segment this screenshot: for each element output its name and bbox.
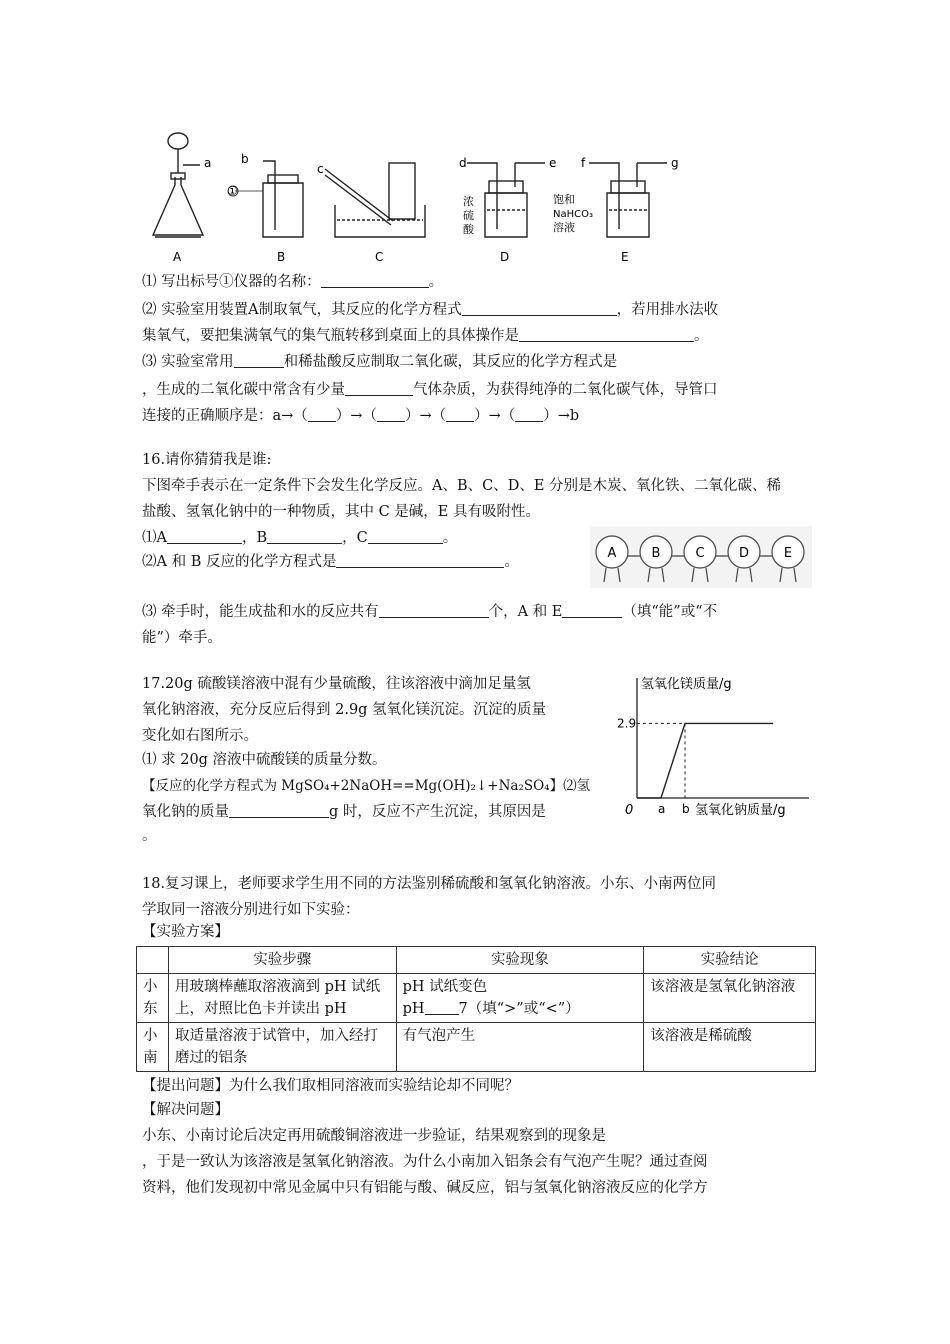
answer-blank[interactable] [519, 327, 694, 342]
q16-q3-cont: 能”）牵手。 [142, 630, 222, 646]
answer-blank[interactable] [446, 407, 474, 422]
q18-para-2: ，于是一致认为该溶液是氢氧化钠溶液。为什么小南加入铝条会有气泡产生呢？通过查阅 [142, 1154, 708, 1170]
table-header: 实验步骤 [168, 947, 396, 974]
y-axis-title: 氢氧化镁质量/g [641, 677, 732, 692]
table-cell-conclusion: 该溶液是稀硫酸 [644, 1023, 816, 1072]
answer-blank[interactable] [336, 553, 504, 568]
apparatus-diagram [135, 125, 695, 265]
d-liquid-1: 浓 [463, 195, 474, 208]
table-cell-conclusion: 该溶液是氢氧化钠溶液 [644, 974, 816, 1023]
label-E: E [621, 250, 629, 264]
e-liquid-1: 饱和 [553, 193, 575, 206]
figure-label-C: C [695, 546, 705, 561]
q17-line-4: ⑴ 求 20g 溶液中硫酸镁的质量分数。 [142, 752, 387, 768]
port-d: d [459, 156, 467, 170]
origin-label: 0 [625, 803, 634, 818]
port-f: f [581, 156, 586, 170]
q16-q2b: 。 [504, 554, 519, 570]
q15-line-2 [142, 300, 718, 320]
table-cell-phenomenon: 有气泡产生 [396, 1023, 644, 1072]
phenomenon-line-1: pH 试纸变色 [402, 979, 488, 995]
port-a: a [204, 156, 212, 170]
q15-line-3 [142, 326, 709, 346]
figure-label-B: B [651, 546, 661, 561]
y-tick-label: 2.9 [617, 716, 637, 731]
q17-line-5: 【反应的化学方程式为 MgSO₄+2NaOH==Mg(OH)₂↓+Na₂SO₄】⑵氢 [142, 778, 591, 794]
q16-q3 [142, 602, 717, 622]
q15-l3b: 。 [694, 328, 709, 344]
q18-solve: 【解决问题】 [142, 1102, 229, 1118]
q17-line-6 [142, 802, 546, 822]
table-header [137, 947, 169, 974]
x-axis-title: 氢氧化钠质量/g [695, 803, 786, 818]
answer-blank[interactable] [377, 407, 405, 422]
answer-blank[interactable] [515, 407, 543, 422]
q16-q2a: ⑵A 和 B 反应的化学方程式是 [142, 554, 337, 570]
label-A: A [173, 250, 182, 264]
q15-l6-sep: ）→（ [335, 408, 377, 424]
q15-line-6 [142, 406, 579, 426]
q17-l6b: g 时，反应不产生沉淀，其原因是 [329, 804, 546, 820]
q18-para-1: 小东、小南讨论后决定再用硫酸铜溶液进一步验证，结果观察到的现象是 [142, 1128, 606, 1144]
q17-line-7: 。 [142, 828, 157, 844]
q15-l6e: ）→b [543, 408, 580, 424]
table-row [137, 1023, 816, 1072]
q15-l1-end: 。 [428, 274, 444, 290]
experiment-table [136, 946, 816, 1072]
q15-l6-sep: ）→（ [474, 408, 516, 424]
label-C: C [375, 250, 384, 264]
answer-blank[interactable] [308, 407, 336, 422]
port-b: b [241, 152, 249, 166]
q15-l6a: 连接的正确顺序是：a→（ [142, 408, 308, 424]
table-cell-student: 小南 [137, 1023, 169, 1072]
answer-blank[interactable] [267, 529, 342, 544]
q17-line-3: 变化如右图所示。 [142, 728, 258, 744]
q16-q2 [142, 552, 519, 572]
q18-para-3: 资料，他们发现初中常见金属中只有铝能与酸、碱反应，铝与氢氧化钠溶液反应的化学方 [142, 1180, 708, 1196]
port-g: g [671, 156, 679, 170]
answer-blank[interactable] [425, 1000, 459, 1015]
q15-line-5 [142, 380, 718, 400]
q16-q1b: ，B [241, 530, 268, 546]
q15-l2b: ，若用排水法收 [616, 302, 719, 318]
q15-line-4 [142, 352, 617, 372]
q15-l5b: 气体杂质，为获得纯净的二氧化碳气体，导管口 [413, 382, 718, 398]
d-liquid-3: 酸 [463, 223, 474, 236]
answer-blank[interactable] [234, 353, 284, 368]
q18-ask: 【提出问题】为什么我们取相同溶液而实验结论却不同呢？ [142, 1078, 519, 1094]
x-tick-label-b: b [682, 802, 690, 816]
port-c: c [317, 162, 324, 176]
q15-l4b: 和稀盐酸反应制取二氧化碳，其反应的化学方程式是 [283, 354, 618, 370]
q18-line-2: 学取同一溶液分别进行如下实验： [142, 902, 360, 918]
q15-l3a: 集氧气，要把集满氧气的集气瓶转移到桌面上的具体操作是 [142, 328, 519, 344]
precipitate-mass-chart [615, 672, 815, 818]
handshake-figures [590, 526, 812, 588]
e-liquid-3: 溶液 [553, 221, 575, 234]
q15-l5a: ，生成的二氧化碳中常含有少量 [142, 382, 345, 398]
q17-line-2: 氧化钠溶液，充分反应后得到 2.9g 氢氧化镁沉淀。沉淀的质量 [142, 702, 547, 718]
x-tick-label-a: a [658, 802, 666, 816]
q17-line-1: 17.20g 硫酸镁溶液中混有少量硫酸，往该溶液中滴加足量氢 [142, 676, 531, 692]
q18-line-1: 18.复习课上，老师要求学生用不同的方法鉴别稀硫酸和氢氧化钠溶液。小东、小南两位同 [142, 876, 717, 892]
q16-q3c: （填“能”或“不 [622, 604, 718, 620]
q16-para-2: 盐酸、氢氧化钠中的一种物质，其中 C 是碱，E 具有吸附性。 [142, 504, 541, 520]
q16-q3a: ⑶ 牵手时，能生成盐和水的反应共有 [142, 604, 379, 620]
answer-blank[interactable] [368, 529, 443, 544]
q16-q3b: 个，A 和 E [488, 604, 563, 620]
answer-blank[interactable] [167, 529, 242, 544]
phenomenon-line-2 [403, 998, 638, 1020]
table-row [137, 974, 816, 1023]
answer-blank[interactable] [462, 301, 617, 316]
ph-hint: 7（填“>”或“<”） [458, 1001, 580, 1017]
label-B: B [277, 250, 286, 264]
label-D: D [500, 250, 510, 264]
q15-l1-text: ⑴ 写出标号①仪器的名称： [142, 274, 321, 290]
table-cell-step: 用玻璃棒蘸取溶液滴到 pH 试纸上，对照比色卡并读出 pH [168, 974, 396, 1023]
table-cell-phenomenon [396, 974, 644, 1023]
mark-1: ① [227, 184, 238, 198]
d-liquid-2: 硫 [463, 209, 474, 222]
q18-plan-heading: 【实验方案】 [142, 924, 229, 940]
answer-blank[interactable] [345, 381, 413, 396]
figure-label-A: A [607, 546, 617, 561]
q16-q1a: ⑴A [142, 530, 167, 546]
answer-blank[interactable] [379, 603, 489, 618]
q15-line-1 [142, 272, 443, 292]
figure-label-D: D [738, 546, 750, 561]
answer-blank[interactable] [229, 803, 329, 818]
q16-q1 [142, 528, 457, 548]
answer-blank[interactable] [321, 273, 429, 288]
series-line [637, 723, 773, 798]
q15-l4a: ⑶ 实验室常用 [142, 354, 234, 370]
q17-l6a: 氧化钠的质量 [142, 804, 229, 820]
table-header-row [137, 947, 816, 974]
q16-q1d: 。 [442, 530, 458, 546]
ph-label: pH [402, 1001, 425, 1017]
q16-q1c: ，C [342, 530, 368, 546]
q15-l6-sep: ）→（ [404, 408, 447, 424]
port-e: e [549, 156, 557, 170]
table-cell-student: 小东 [137, 974, 169, 1023]
q15-l2a: ⑵ 实验室用装置A制取氧气，其反应的化学方程式 [142, 302, 462, 318]
q16-para-1: 下图牵手表示在一定条件下会发生化学反应。A、B、C、D、E 分别是木炭、氧化铁、二氧化碳、稀 [142, 478, 782, 494]
figure-label-E: E [783, 546, 793, 561]
table-cell-step: 取适量溶液于试管中，加入经打磨过的铝条 [168, 1023, 396, 1072]
table-header: 实验结论 [644, 947, 816, 974]
answer-blank[interactable] [562, 603, 622, 618]
q16-title: 16.请你猜猜我是谁: [142, 452, 272, 468]
table-header: 实验现象 [396, 947, 644, 974]
e-liquid-2: NaHCO₃ [553, 209, 593, 220]
